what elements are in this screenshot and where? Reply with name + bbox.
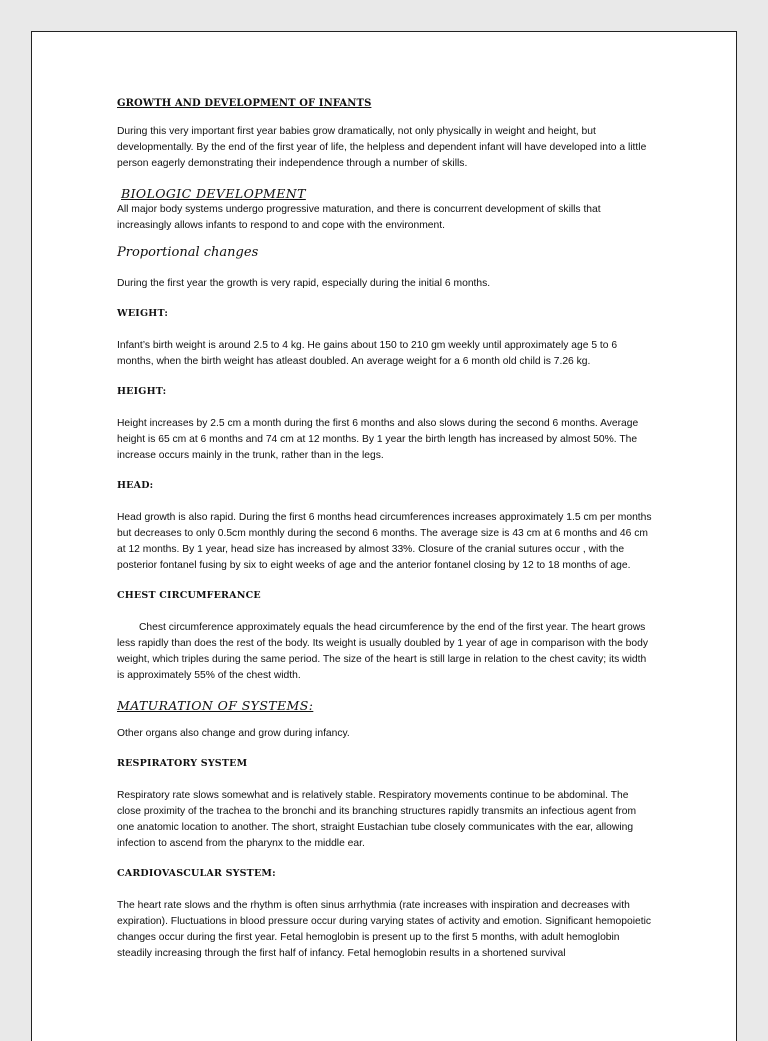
respiratory-heading: RESPIRATORY SYSTEM: [117, 758, 248, 769]
document-title: GROWTH AND DEVELOPMENT OF INFANTS: [117, 98, 372, 109]
document-body: [117, 96, 653, 972]
maturation-heading: MATURATION OF SYSTEMS:: [117, 698, 314, 713]
head-heading: HEAD:: [117, 480, 154, 491]
chest-heading: CHEST CIRCUMFERANCE: [117, 590, 261, 601]
cardio-heading: CARDIOVASCULAR SYSTEM:: [117, 868, 276, 879]
respiratory-paragraph: Respiratory rate slows somewhat and is relatively stable. Respiratory movements continue to be abdominal. The close proximity of the trachea to the bronchi and its branching structures rapidly transmits an infectious agent from one anatomic location to another. The short, straight Eustachian tube closely communicates with the ear, allowing infection to ascend from the pharynx to the middle ear.: [117, 790, 637, 849]
height-heading: HEIGHT:: [117, 386, 167, 397]
biologic-heading: BIOLOGIC DEVELOPMENT: [121, 186, 306, 201]
proportional-paragraph: During the first year the growth is very rapid, especially during the initial 6 months.: [117, 278, 491, 289]
head-paragraph: Head growth is also rapid. During the first 6 months head circumferences increases approximately 1.5 cm per months but decreases to only 0.5cm monthly during the second 6 months. The average size is 43 cm at 6 months and 46 cm at 12 months. By 1 year, head size has increased by almost 33%. Closure of the cranial sutures occur , with the posterior fontanel fusing by six to eight weeks of age and the anterior fontanel closing by 12 to 18 months of age.: [117, 512, 652, 571]
biologic-paragraph: All major body systems undergo progressive maturation, and there is concurrent development of skills that increasingly allows infants to respond to and cope with the environment.: [117, 204, 601, 231]
intro-paragraph: During this very important first year babies grow dramatically, not only physically in weight and height, but developmentally. By the end of the first year of life, the helpless and dependent infant will have developed into a little person eagerly demonstrating their independence through a number of skills.: [117, 126, 647, 169]
height-paragraph: Height increases by 2.5 cm a month during the first 6 months and also slows during the second 6 months. Average height is 65 cm at 6 months and 74 cm at 12 months. By 1 year the birth length has increased by almost 50%. The increase occurs mainly in the trunk, rather than in the legs.: [117, 418, 639, 461]
document-page: [31, 31, 737, 1041]
chest-paragraph: Chest circumference approximately equals the head circumference by the end of the first year. The heart grows less rapidly than does the rest of the body. Its weight is usually doubled by 1 year of age in comparison with the body weight, which triples during the same period. The size of the heart is still large in relation to the chest cavity; its width is approximately 55% of the chest width.: [117, 622, 648, 681]
cardio-paragraph: The heart rate slows and the rhythm is often sinus arrhythmia (rate increases with inspiration and decreases with expiration). Fluctuations in blood pressure occur during varying states of activity and emotion. Significant hemopoietic changes occur during the first year. Fetal hemoglobin is present up to the first 5 months, with adult hemoglobin steadily increasing through the first half of infancy. Fetal hemoglobin results in a shortened survival: [117, 900, 652, 959]
maturation-paragraph: Other organs also change and grow during infancy.: [117, 728, 350, 739]
proportional-heading: Proportional changes: [117, 245, 259, 260]
weight-heading: WEIGHT:: [117, 308, 169, 319]
weight-paragraph: Infant’s birth weight is around 2.5 to 4 kg. He gains about 150 to 210 gm weekly until approximately age 5 to 6 months, when the birth weight has atleast doubled. An average weight for a 6 month old child is 7.26 kg.: [117, 340, 618, 367]
